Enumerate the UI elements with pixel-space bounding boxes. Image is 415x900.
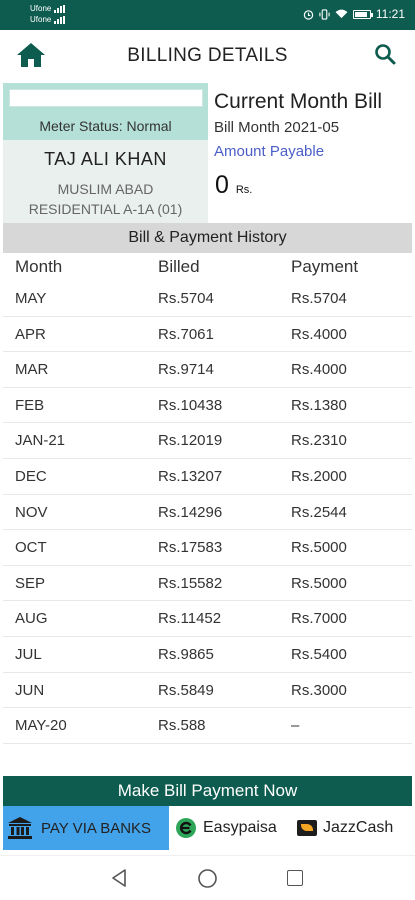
- row-billed: Rs.588: [158, 717, 206, 735]
- row-billed: Rs.11452: [158, 610, 222, 628]
- row-payment: Rs.4000: [291, 325, 347, 343]
- address-line-2: RESIDENTIAL A-1A (01): [28, 201, 183, 217]
- recent-apps-icon[interactable]: [287, 870, 303, 886]
- nav-home-icon[interactable]: [197, 868, 218, 889]
- row-month: DEC: [15, 467, 47, 485]
- amount-value: 0: [215, 171, 229, 199]
- row-payment: Rs.5000: [291, 539, 347, 557]
- col-header-billed: Billed: [158, 257, 200, 276]
- row-payment: Rs.5704: [291, 290, 347, 307]
- amount-payable-value: [215, 171, 252, 200]
- table-row: [3, 281, 412, 317]
- row-month: MAR: [15, 361, 49, 379]
- customer-address: [3, 179, 208, 219]
- table-row: [3, 495, 412, 531]
- pay-via-banks-label: PAY VIA BANKS: [41, 819, 152, 837]
- carrier-1: Ufone: [30, 4, 52, 13]
- table-row: [3, 601, 412, 637]
- table-row: [3, 566, 412, 602]
- table-row: [3, 673, 412, 709]
- carrier-2: Ufone: [30, 15, 52, 24]
- row-month: AUG: [15, 610, 48, 628]
- row-billed: Rs.9714: [158, 361, 214, 379]
- page-title: BILLING DETAILS: [127, 45, 288, 66]
- amount-payable-label[interactable]: Amount Payable: [214, 143, 325, 160]
- customer-panel: [3, 83, 208, 223]
- row-month: FEB: [15, 396, 45, 414]
- row-month: SEP: [15, 574, 46, 592]
- signal-icon: [54, 5, 65, 13]
- easypaisa-logo-icon: [175, 817, 197, 839]
- row-billed: Rs.5849: [158, 681, 214, 699]
- row-month: NOV: [15, 503, 48, 521]
- row-payment: Rs.4000: [291, 361, 347, 379]
- make-payment-heading: Make Bill Payment Now: [3, 776, 412, 806]
- row-billed: Rs.7061: [158, 325, 214, 343]
- row-billed: Rs.12019: [158, 432, 223, 450]
- row-month: JUL: [15, 645, 42, 663]
- signal-icon: [54, 16, 65, 24]
- customer-name: TAJ ALI KHAN: [44, 149, 167, 169]
- amount-currency: Rs.: [235, 184, 253, 196]
- status-icons: [303, 7, 405, 21]
- clock: 11:21: [375, 7, 405, 21]
- jazzcash-button[interactable]: [293, 806, 412, 850]
- row-payment: Rs.7000: [291, 610, 347, 628]
- row-payment: –: [291, 717, 300, 735]
- row-month: JAN-21: [15, 432, 66, 450]
- status-bar: [0, 0, 415, 30]
- meter-input[interactable]: [9, 89, 203, 107]
- table-header-row: [3, 253, 412, 281]
- address-line-1: MUSLIM ABAD: [57, 181, 154, 197]
- table-row: [3, 352, 412, 388]
- row-payment: Rs.2000: [291, 467, 347, 485]
- meter-box: [3, 83, 208, 140]
- vibrate-icon: [319, 9, 330, 20]
- row-billed: Rs.13207: [158, 467, 223, 485]
- row-billed: Rs.15582: [158, 574, 223, 592]
- row-month: APR: [15, 325, 46, 343]
- easypaisa-button[interactable]: [171, 806, 291, 850]
- account-info-panel: [3, 83, 412, 223]
- row-month: JUN: [15, 681, 45, 699]
- current-bill-panel: [214, 83, 412, 223]
- row-payment: Rs.2310: [291, 432, 347, 450]
- current-bill-heading: Current Month Bill: [214, 90, 383, 113]
- table-row: [3, 637, 412, 673]
- row-payment: Rs.3000: [291, 681, 347, 699]
- row-billed: Rs.5704: [158, 290, 214, 307]
- alarm-icon: [303, 9, 314, 20]
- system-nav-bar: [0, 855, 415, 900]
- wifi-icon: [335, 9, 348, 19]
- back-icon[interactable]: [110, 868, 128, 888]
- table-row: [3, 317, 412, 353]
- row-payment: Rs.1380: [291, 396, 347, 414]
- search-icon[interactable]: [373, 42, 397, 66]
- table-row: [3, 423, 412, 459]
- table-row: [3, 530, 412, 566]
- row-month: MAY: [15, 290, 47, 307]
- easypaisa-label: Easypaisa: [203, 819, 277, 836]
- table-row: [3, 708, 412, 744]
- history-table: [3, 253, 412, 744]
- row-payment: Rs.2544: [291, 503, 347, 521]
- col-header-payment: Payment: [291, 257, 359, 276]
- history-heading: Bill & Payment History: [3, 223, 412, 253]
- app-header: [0, 30, 415, 80]
- row-month: MAY-20: [15, 717, 67, 735]
- battery-icon: [353, 10, 371, 19]
- payment-options: [3, 806, 412, 850]
- row-billed: Rs.9865: [158, 645, 214, 663]
- row-month: OCT: [15, 539, 47, 557]
- carrier-info: [30, 3, 65, 25]
- meter-status: Meter Status: Normal: [39, 118, 172, 134]
- row-billed: Rs.14296: [158, 503, 223, 521]
- pay-via-banks-button[interactable]: [3, 806, 169, 850]
- row-billed: Rs.10438: [158, 396, 223, 414]
- table-row: [3, 388, 412, 424]
- row-billed: Rs.17583: [158, 539, 223, 557]
- bill-month: Bill Month 2021-05: [214, 119, 340, 136]
- bank-icon: [7, 816, 33, 840]
- jazzcash-label: JazzCash: [323, 819, 394, 836]
- col-header-month: Month: [15, 257, 63, 276]
- jazzcash-logo-icon: [297, 820, 317, 836]
- row-payment: Rs.5000: [291, 574, 347, 592]
- table-row: [3, 459, 412, 495]
- row-payment: Rs.5400: [291, 645, 347, 663]
